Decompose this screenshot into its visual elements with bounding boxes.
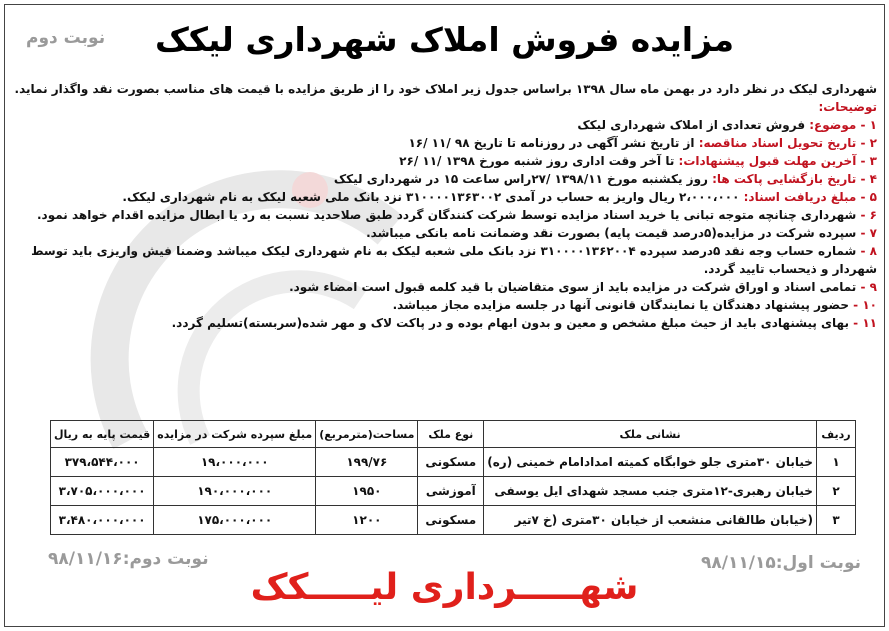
- note-number: ۶ -: [860, 208, 877, 222]
- property-address: خیابان ۳۰متری جلو خوابگاه کمیته امدادامام خمینی (ره): [484, 448, 817, 477]
- table-row: [51, 448, 856, 477]
- note-number: ۴ -: [860, 172, 877, 186]
- note-item: [12, 116, 877, 134]
- note-item: [12, 314, 877, 332]
- row-number: ۱: [816, 448, 855, 477]
- note-number: ۵ -: [860, 190, 877, 204]
- property-type: مسکونی: [418, 506, 484, 535]
- note-number: ۸ -: [860, 244, 877, 258]
- properties-table: [50, 420, 856, 535]
- note-text: حضور پیشنهاد دهندگان یا نمایندگان قانونی آنها در جلسه مزایده مجاز میباشد.: [392, 298, 849, 312]
- header-cell: مساحت(مترمربع): [316, 421, 418, 448]
- row-number: ۳: [816, 506, 855, 535]
- note-text: از تاریخ نشر آگهی در روزنامه تا تاریخ ۹۸ /۱۱ /۱۶: [408, 136, 699, 150]
- first-issue-date: نوبت اول:۹۸/۱۱/۱۵: [701, 553, 861, 573]
- note-number: ۷ -: [860, 226, 877, 240]
- note-item: [12, 206, 877, 224]
- property-area: ۱۲۰۰: [316, 506, 418, 535]
- property-type: آموزشی: [418, 477, 484, 506]
- deposit-amount: ۱۹،۰۰۰،۰۰۰: [154, 448, 316, 477]
- issue-badge-top: نوبت دوم: [26, 28, 106, 48]
- note-text: بهای پیشنهادی باید از حیث مبلغ مشخص و معین و بدون ابهام بوده و در پاکت لاک و مهر شده(سربسته)تسلیم گردد.: [171, 316, 849, 330]
- note-number: ۳ -: [860, 154, 877, 168]
- note-item: [12, 224, 877, 242]
- base-price: ۳۷۹،۵۴۴،۰۰۰: [51, 448, 154, 477]
- note-text: شهرداری چنانچه متوجه تبانی یا خرید اسناد مزایده توسط شرکت کنندگان گردد طبق صلاحدید نسبت به رد یا ابطال مزایده اقدام خواهد نمود.: [37, 208, 857, 222]
- note-item: [12, 296, 877, 314]
- note-item: [12, 134, 877, 152]
- note-item: [12, 170, 877, 188]
- table-row: [51, 477, 856, 506]
- note-text: فروش تعدادی از املاک شهرداری لیکک: [577, 118, 810, 132]
- note-number: ۲ -: [860, 136, 877, 150]
- note-number: ۹ -: [860, 280, 877, 294]
- note-item: [12, 188, 877, 206]
- note-item: [12, 242, 877, 278]
- row-number: ۲: [816, 477, 855, 506]
- note-text: شماره حساب وجه نقد ۵درصد سپرده ۳۱۰۰۰۰۱۳۶۲۰۰۴ نزد بانک ملی شعبه لیکک به نام شهرداری لیکک میباشد وضمنا فیش واریزی باید توسط شهردار و ذیحساب تایید گردد.: [31, 244, 877, 276]
- intro-paragraph: شهرداری لیکک در نظر دارد در بهمن ماه سال ۱۳۹۸ براساس جدول زیر املاک خود را از طریق مزایده با قیمت های مناسب بصورت نقد واگذار نماید.: [14, 82, 877, 96]
- note-item: [12, 278, 877, 296]
- property-area: ۱۹۵۰: [316, 477, 418, 506]
- property-area: ۱۹۹/۷۶: [316, 448, 418, 477]
- page-title: مزایده فروش املاک شهرداری لیکک: [154, 20, 735, 59]
- base-price: ۳،۴۸۰،۰۰۰،۰۰۰: [51, 506, 154, 535]
- deposit-amount: ۱۷۵،۰۰۰،۰۰۰: [154, 506, 316, 535]
- property-type: مسکونی: [418, 448, 484, 477]
- header-cell: قیمت پایه به ریال: [51, 421, 154, 448]
- deposit-amount: ۱۹۰،۰۰۰،۰۰۰: [154, 477, 316, 506]
- note-label: تاریخ تحویل اسناد مناقصه:: [698, 136, 857, 150]
- table-row: [51, 506, 856, 535]
- second-issue-date: نوبت دوم:۹۸/۱۱/۱۶: [48, 549, 209, 569]
- note-label: موضوع:: [809, 118, 857, 132]
- header-cell: مبلغ سپرده شرکت در مزایده: [154, 421, 316, 448]
- note-label: تاریخ بازگشایی پاکت ها:: [712, 172, 857, 186]
- base-price: ۳،۷۰۵،۰۰۰،۰۰۰: [51, 477, 154, 506]
- property-address: (خیابان طالقانی منشعب از خیابان ۳۰متری (خ ۷تیر: [484, 506, 817, 535]
- note-text: ۲،۰۰۰،۰۰۰ ریال واریز به حساب در آمدی ۳۱۰۰۰۰۱۳۶۳۰۰۲ نزد بانک ملی شعبه لیکک به نام شهرداری لیکک.: [122, 190, 744, 204]
- note-item: [12, 152, 877, 170]
- note-number: ۱ -: [860, 118, 877, 132]
- note-text: تا آخر وقت اداری روز شنبه مورخ ۱۳۹۸ /۱۱ /۲۶: [399, 154, 679, 168]
- header-cell: ردیف: [816, 421, 855, 448]
- note-label: مبلغ دریافت اسناد:: [743, 190, 857, 204]
- note-label: آخرین مهلت قبول پیشنهادات:: [678, 154, 857, 168]
- table-header-row: [51, 421, 856, 448]
- header-cell: نوع ملک: [418, 421, 484, 448]
- notes-heading: توضیحات:: [818, 100, 877, 114]
- note-text: تمامی اسناد و اوراق شرکت در مزایده باید از سوی متقاضیان با قید کلمه قبول است امضاء شود.: [289, 280, 857, 294]
- note-text: روز یکشنبه مورخ ۱۳۹۸/۱۱ /۲۷راس ساعت ۱۵ در شهرداری لیکک: [333, 172, 713, 186]
- note-number: ۱۰ -: [853, 298, 877, 312]
- note-number: ۱۱ -: [853, 316, 877, 330]
- ad-body: [12, 80, 877, 332]
- note-text: سپرده شرکت در مزایده(۵درصد قیمت پایه) بصورت نقد وضمانت نامه بانکی میباشد.: [366, 226, 857, 240]
- notes-list: [12, 116, 877, 332]
- header-cell: نشانی ملک: [484, 421, 817, 448]
- municipality-signature: شهـــــرداری لیـــــکک: [250, 567, 639, 608]
- property-address: خیابان رهبری-۱۲متری جنب مسجد شهدای ایل یوسفی: [484, 477, 817, 506]
